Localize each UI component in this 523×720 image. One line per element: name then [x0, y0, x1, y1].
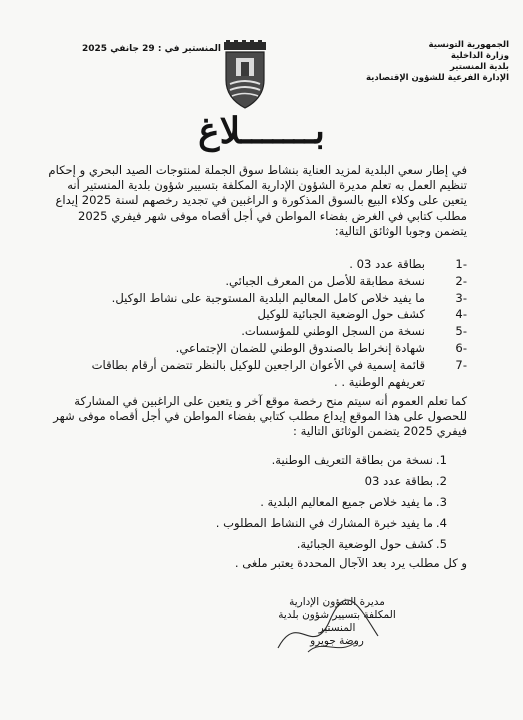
list-item — [67, 474, 447, 495]
header-line-ministry: وزارة الداخلية — [450, 51, 509, 61]
list-item-text: نسخة من السجل الوطني للمؤسسات. — [241, 324, 425, 339]
list-item-number: -7 — [455, 357, 467, 372]
list-item — [67, 274, 467, 291]
list-item-text: تعريفهم الوطنية . . — [334, 374, 425, 389]
list-item-text: قائمة إسمية في الأعوان الراجعين للوكيل بالنظر تتضمن أرقام بطاقات — [91, 357, 425, 372]
list-item-continuation — [67, 375, 467, 392]
issuing-authority-block — [364, 40, 509, 84]
list-item-number: -2 — [455, 273, 467, 288]
second-paragraph: كما تعلم العموم أنه سيتم منح رخصة موقع آخر و يتعين على الراغبين في المشاركة للحصول على هذا الموقع إيداع مطلب كتابي بفضاء المواطن في أجل أقصاه موفى شهر فيفري 2025 يتضمن الوثائق التالية : — [53, 394, 467, 439]
document-date: المنستير في : 29 جانفي 2025 — [82, 44, 221, 54]
list-item — [67, 453, 447, 474]
list-item-number: 2. — [435, 474, 447, 488]
list-item-number: -5 — [455, 324, 467, 339]
list-item-text: ما يفيد خلاص كامل المعاليم البلدية المستوجبة على نشاط الوكيل. — [111, 290, 425, 305]
municipality-emblem-icon — [222, 38, 268, 116]
intro-paragraph: في إطار سعي البلدية لمزيد العناية بنشاط سوق الجملة لمنتوجات الصيد البحري و إحكام تنظيم العمل به تعلم مديرة الشؤون الإدارية المكلفة بتسيير شؤون بلدية المنستير أنه يتعين على وكلاء البيع بالسوق المذكورة و الراغبين في تجديد رخصهم لسنة 2025 إيداع مطلب كتابي في الغرض بفضاء المواطن في أجل أقصاه موفى شهر فيفري 2025 يتضمن وجوبا الوثائق التالية: — [48, 163, 467, 238]
list-item — [67, 257, 467, 274]
list-item — [67, 307, 467, 324]
list-item — [67, 324, 467, 341]
list-item-number: 3. — [435, 495, 447, 509]
closing-note: و كل مطلب يرد بعد الآجال المحددة يعتبر ملغى . — [234, 556, 467, 570]
list-item — [67, 516, 447, 537]
signature-name: روضة جويرو — [310, 635, 364, 647]
list-item-text: كشف حول الوضعية الجبائية. — [296, 537, 433, 551]
site-documents-list — [67, 453, 447, 558]
list-item-number: -6 — [455, 340, 467, 355]
header-line-department: الإدارة الفرعية للشؤون الإقتصادية — [366, 73, 509, 83]
signature-role: المكلفة بتسيير شؤون بلدية المنستير — [278, 609, 396, 634]
list-item-text: بطاقة عدد 03 — [364, 474, 433, 488]
list-item-text: كشف حول الوضعية الجبائية للوكيل — [257, 307, 425, 322]
list-item-number: -1 — [455, 257, 467, 271]
list-item-number: -4 — [455, 307, 467, 322]
list-item — [67, 358, 467, 375]
list-item — [67, 341, 467, 358]
list-item-number: -3 — [455, 290, 467, 305]
list-item-number: 1. — [435, 453, 447, 467]
document-title: بـــــــلاغ — [198, 110, 325, 152]
list-item-number: 4. — [435, 516, 447, 530]
list-item — [67, 291, 467, 308]
list-item — [67, 495, 447, 516]
handwritten-signature-icon — [268, 590, 388, 670]
list-item-text: نسخة من بطاقة التعريف الوطنية. — [271, 453, 433, 467]
list-item-text: نسخة مطابقة للأصل من المعرف الجبائي. — [225, 273, 425, 288]
list-item — [67, 537, 447, 558]
required-documents-list — [67, 257, 467, 391]
list-item-number: 5. — [435, 537, 447, 551]
list-item-text: ما يفيد خبرة المشارك في النشاط المطلوب . — [215, 516, 433, 530]
list-item-text: ما يفيد خلاص جميع المعاليم البلدية . — [260, 495, 433, 509]
header-line-municipality: بلدية المنستير — [449, 62, 509, 72]
signature-title: مديرة الشؤون الإدارية — [289, 596, 385, 608]
header-line-republic: الجمهورية التونسية — [428, 40, 509, 50]
list-item-text: بطاقة عدد 03 . — [349, 257, 425, 271]
list-item-text: شهادة إنخراط بالصندوق الوطني للضمان الإجتماعي. — [175, 340, 425, 355]
